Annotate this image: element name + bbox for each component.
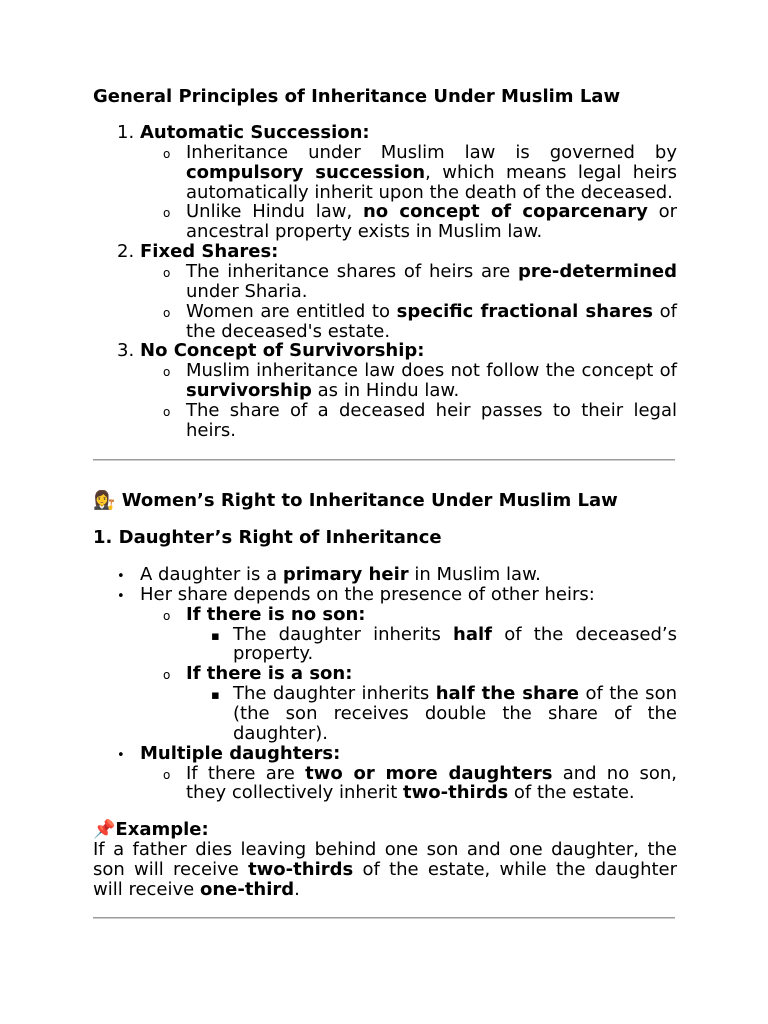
bold-term: no concept of coparcenary — [362, 201, 648, 223]
list-item — [93, 565, 677, 585]
bullet-glyph: • — [117, 569, 125, 584]
circle-bullet-icon — [163, 764, 170, 786]
text-run: Unlike Hindu law, — [186, 201, 363, 223]
text-run: Her share depends on the presence of other heirs: — [140, 583, 595, 605]
bullet-icon — [117, 565, 125, 587]
text-run: If there are — [186, 762, 306, 784]
bullet-icon — [117, 744, 125, 766]
list-item — [93, 585, 677, 605]
bold-term: two or more daughters — [305, 762, 553, 784]
text-run: as in Hindu law. — [311, 380, 460, 402]
bold-term: primary heir — [282, 564, 409, 585]
principle-point — [93, 143, 677, 203]
text-run: and no son, they collectively inherit — [186, 762, 677, 804]
case-item — [93, 764, 677, 804]
text-run: of the estate. — [508, 782, 635, 804]
example-label-line — [93, 820, 677, 840]
circle-bullet-icon — [163, 605, 170, 627]
square-bullet-glyph: ▪ — [211, 688, 220, 704]
case-label: If there is no son: — [186, 603, 366, 625]
principle-heading: Automatic Succession: — [140, 122, 370, 143]
principle-point — [93, 401, 677, 441]
square-bullet-icon — [211, 684, 220, 706]
circle-bullet-icon — [163, 302, 170, 324]
section-heading-text: Women’s Right to Inheritance Under Muslim Law — [121, 490, 618, 511]
circle-bullet-glyph: o — [163, 365, 171, 380]
text-run: If a father dies leaving behind one son and one daughter, the son will receive — [93, 838, 677, 880]
subsection-heading: 1. Daughter’s Right of Inheritance — [93, 527, 442, 548]
text-run: , which means legal heirs automatically inherit upon the death of the deceased. — [186, 161, 677, 203]
section-heading — [93, 491, 618, 511]
case-item — [93, 605, 677, 625]
bold-term: pre-determined — [517, 261, 677, 283]
pin-icon: 📌 — [93, 819, 116, 840]
woman-judge-icon: 👩‍⚖️ — [93, 490, 116, 511]
text-run: The daughter inherits — [233, 623, 454, 645]
example-label: Example: — [115, 819, 209, 840]
principle-item — [93, 341, 677, 361]
bold-term: specific fractional shares — [396, 300, 653, 322]
bold-term: compulsory succession — [186, 161, 426, 183]
circle-bullet-glyph: o — [163, 668, 171, 683]
circle-bullet-icon — [163, 262, 170, 284]
circle-bullet-icon — [163, 202, 170, 224]
principle-heading: No Concept of Survivorship: — [140, 340, 425, 362]
bold-term: Multiple daughters: — [140, 742, 341, 764]
principles-list — [93, 123, 677, 441]
circle-bullet-icon — [163, 664, 170, 686]
text-run: A daughter is a — [140, 564, 283, 585]
bold-term: two-thirds — [248, 858, 354, 880]
circle-bullet-icon — [163, 361, 170, 383]
case-detail — [93, 684, 677, 744]
circle-bullet-glyph: o — [163, 266, 171, 281]
list-number: 3. — [117, 340, 135, 362]
text-run: of the deceased's estate. — [186, 300, 677, 342]
bold-term: two-thirds — [403, 782, 509, 804]
bullet-glyph: • — [117, 747, 125, 763]
bold-term: survivorship — [186, 380, 312, 402]
text-run: under Sharia. — [186, 280, 308, 302]
text-run: . — [294, 878, 300, 900]
text-run: or ancestral property exists in Muslim law. — [186, 201, 678, 243]
text-run: in Muslim law. — [408, 564, 541, 585]
list-item — [93, 744, 677, 764]
bold-term: half — [453, 623, 493, 645]
circle-bullet-glyph: o — [163, 206, 171, 221]
text-run: of the son (the son receives double the share of the daughter). — [233, 683, 677, 744]
circle-bullet-glyph: o — [163, 608, 171, 623]
bold-term: one-third — [199, 878, 295, 900]
section-divider — [93, 459, 675, 461]
bullet-icon — [117, 585, 125, 607]
text-run: Muslim inheritance law does not follow the concept of — [186, 360, 677, 382]
example-block — [93, 820, 677, 899]
case-label: If there is a son: — [186, 663, 353, 685]
circle-bullet-glyph: o — [163, 305, 171, 320]
square-bullet-glyph: ▪ — [211, 628, 220, 644]
text-run: Inheritance under Muslim law is governed by — [186, 141, 677, 163]
principle-item — [93, 123, 677, 143]
bullet-glyph: • — [117, 588, 125, 604]
circle-bullet-glyph: o — [163, 405, 171, 420]
section-divider — [93, 917, 675, 919]
principle-point — [93, 302, 677, 342]
principle-point — [93, 202, 677, 242]
section-title: General Principles of Inheritance Under Muslim Law — [93, 86, 621, 107]
text-run: The daughter inherits — [233, 683, 436, 705]
case-detail — [93, 625, 677, 665]
principle-point — [93, 361, 677, 401]
text-run: The inheritance shares of heirs are — [186, 261, 518, 283]
example-text — [93, 840, 677, 900]
circle-bullet-icon — [163, 401, 170, 423]
list-number: 2. — [117, 241, 135, 263]
principle-point — [93, 262, 677, 302]
circle-bullet-glyph: o — [163, 146, 171, 161]
principle-heading: Fixed Shares: — [140, 241, 279, 263]
daughter-rights-list — [93, 565, 677, 803]
principle-item — [93, 242, 677, 262]
text-run: of the estate, while the daughter will receive — [93, 858, 678, 900]
text-run: Women are entitled to — [186, 300, 397, 322]
circle-bullet-icon — [163, 143, 170, 165]
case-item — [93, 664, 677, 684]
square-bullet-icon — [211, 625, 220, 647]
text-run: The share of a deceased heir passes to their legal heirs. — [186, 400, 677, 441]
bold-term: half the share — [435, 683, 580, 705]
list-number: 1. — [117, 122, 135, 143]
circle-bullet-glyph: o — [163, 767, 171, 782]
text-run: of the deceased’s property. — [233, 623, 677, 665]
